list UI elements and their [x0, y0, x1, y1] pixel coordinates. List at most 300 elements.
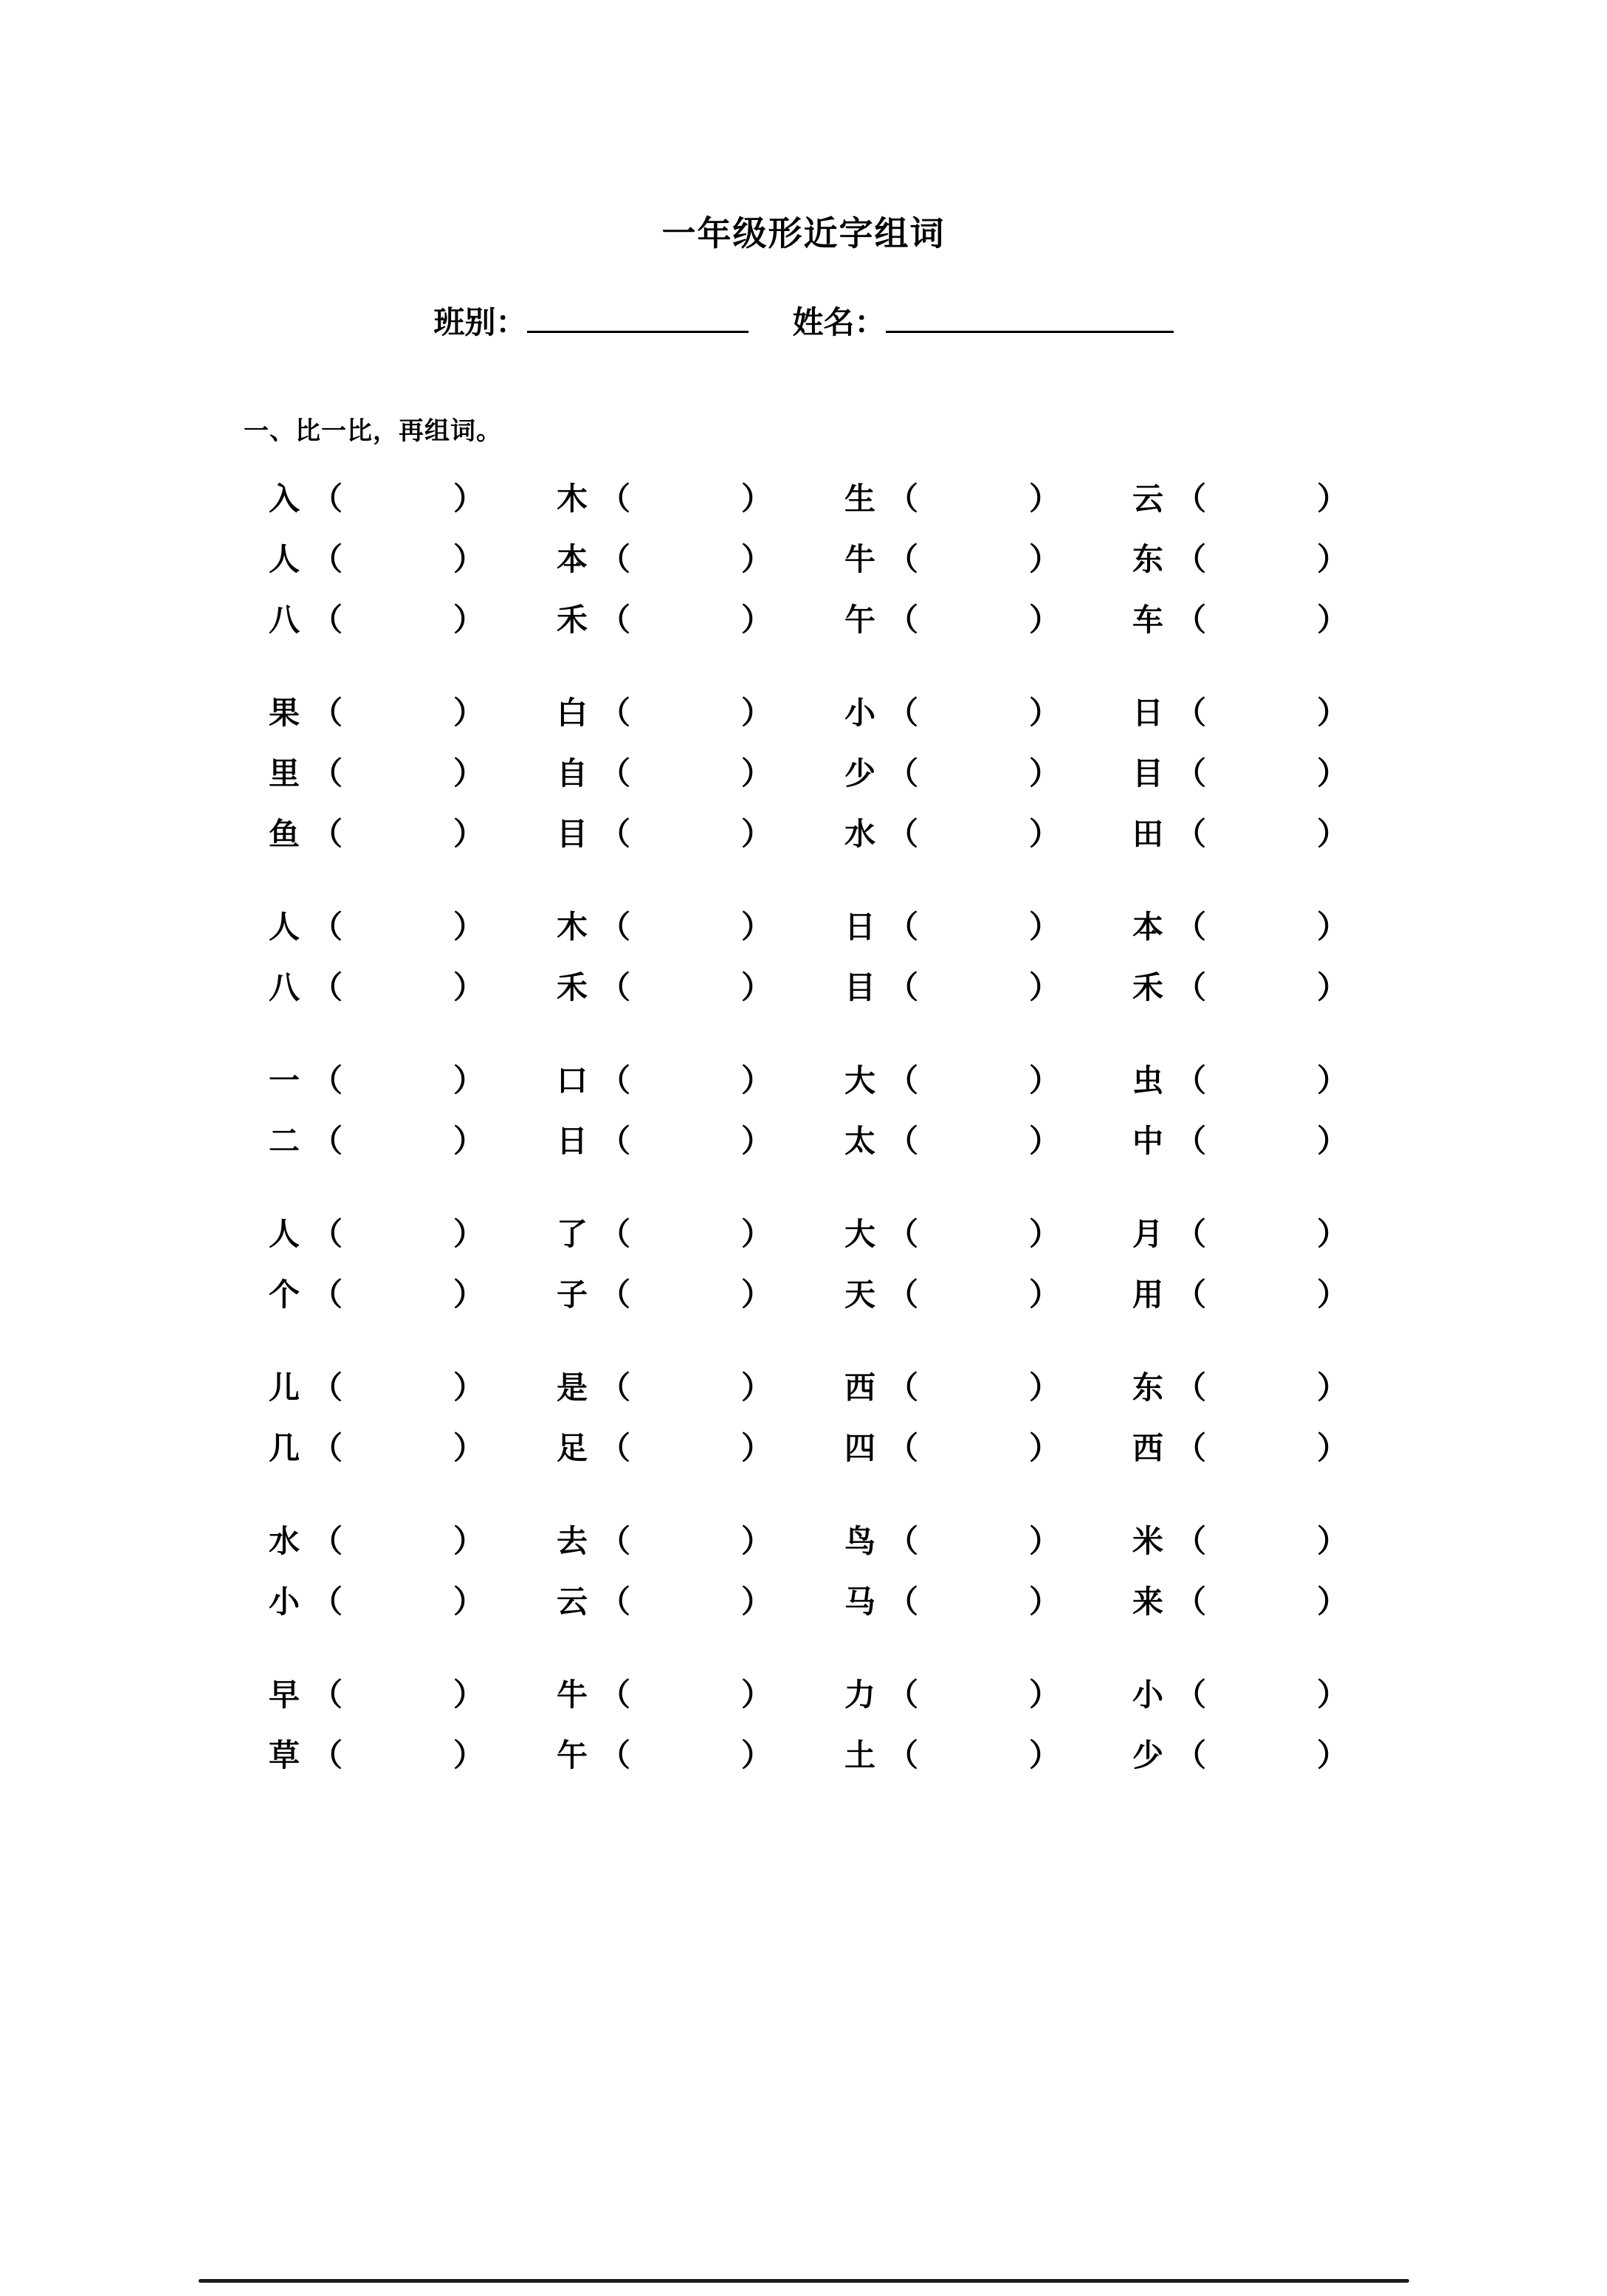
paren-close: ）	[1029, 1431, 1061, 1465]
prompt-character: 是	[556, 1370, 588, 1405]
paren-close: ）	[1317, 756, 1349, 791]
exercise-item	[266, 1731, 554, 1776]
prompt-character: 八	[268, 602, 300, 637]
paren-close: ）	[1317, 1124, 1349, 1158]
prompt-character: 日	[556, 1124, 588, 1158]
exercise-item	[1129, 535, 1417, 580]
paren-close: ）	[1317, 1217, 1349, 1251]
exercise-item	[554, 1517, 842, 1561]
prompt-character: 牛	[556, 1677, 588, 1712]
exercise-item	[554, 1117, 842, 1161]
exercise-item	[554, 475, 842, 519]
paren-open: （	[599, 1124, 631, 1158]
paren-open: （	[312, 1677, 343, 1712]
exercise-item	[554, 1364, 842, 1408]
paren-open: （	[312, 1217, 343, 1251]
exercise-item	[1129, 1056, 1417, 1101]
name-field	[793, 298, 1174, 343]
exercise-group	[44, 1210, 1563, 1315]
paren-open: （	[312, 1524, 343, 1558]
paren-close: ）	[1029, 970, 1061, 1005]
paren-open: （	[887, 1124, 919, 1158]
exercise-item	[554, 903, 842, 947]
paren-close: ）	[741, 1277, 773, 1312]
paren-close: ）	[741, 1370, 773, 1405]
paren-open: （	[312, 1370, 343, 1405]
exercise-item	[266, 475, 554, 519]
paren-close: ）	[741, 1217, 773, 1251]
paren-open: （	[312, 817, 343, 851]
paren-open: （	[599, 817, 631, 851]
exercise-item	[842, 810, 1129, 854]
exercise-item	[842, 1424, 1129, 1468]
paren-close: ）	[1029, 1063, 1061, 1098]
paren-close: ）	[1317, 1677, 1349, 1712]
prompt-character: 二	[268, 1124, 300, 1158]
page-title: 一年级形近字组词	[661, 214, 946, 252]
paren-open: （	[599, 481, 631, 516]
prompt-character: 个	[268, 1277, 300, 1312]
paren-close: ）	[453, 817, 485, 851]
exercise-item	[1129, 963, 1417, 1008]
paren-open: （	[1175, 1584, 1207, 1619]
paren-open: （	[599, 1063, 631, 1098]
paren-open: （	[312, 1063, 343, 1098]
prompt-character: 目	[1132, 756, 1163, 791]
section-heading: 一、比一比，再组词。	[244, 417, 502, 445]
prompt-character: 田	[1132, 817, 1163, 851]
prompt-character: 东	[1132, 542, 1163, 577]
paren-close: ）	[1029, 1584, 1061, 1619]
paren-open: （	[1175, 756, 1207, 791]
paren-close: ）	[1029, 481, 1061, 516]
exercise-item	[842, 1271, 1129, 1315]
prompt-character: 天	[844, 1277, 875, 1312]
prompt-character: 口	[556, 1063, 588, 1098]
exercise-item	[1129, 596, 1417, 640]
paren-open: （	[312, 542, 343, 577]
worksheet-sheet	[44, 0, 1563, 1792]
exercise-item	[842, 689, 1129, 733]
paren-open: （	[887, 1431, 919, 1465]
paren-close: ）	[741, 1124, 773, 1158]
paren-close: ）	[1317, 1431, 1349, 1465]
exercise-group	[44, 1056, 1563, 1161]
prompt-character: 大	[844, 1063, 875, 1098]
exercise-item	[1129, 810, 1417, 854]
name-label: 姓名：	[792, 305, 886, 340]
paren-open: （	[1175, 817, 1207, 851]
paren-open: （	[1175, 1370, 1207, 1405]
paren-open: （	[1175, 1124, 1207, 1158]
prompt-character: 本	[1132, 910, 1163, 944]
paren-close: ）	[1029, 602, 1061, 637]
paren-close: ）	[741, 970, 773, 1005]
paren-open: （	[1175, 910, 1207, 944]
prompt-character: 八	[268, 970, 300, 1005]
prompt-character: 鱼	[268, 817, 300, 851]
prompt-character: 水	[844, 817, 875, 851]
exercise-item	[554, 596, 842, 640]
exercise-item	[842, 596, 1129, 640]
paren-open: （	[887, 817, 919, 851]
exercise-item	[266, 689, 554, 733]
exercise-row	[266, 1117, 1563, 1161]
prompt-character: 人	[268, 1217, 300, 1251]
paren-open: （	[887, 910, 919, 944]
exercise-item	[1129, 1210, 1417, 1254]
paren-close: ）	[1029, 542, 1061, 577]
student-info-row	[44, 298, 1563, 343]
exercise-item	[554, 1056, 842, 1101]
exercise-item	[1129, 1517, 1417, 1561]
paren-close: ）	[1317, 1524, 1349, 1558]
paren-open: （	[1175, 481, 1207, 516]
paren-close: ）	[741, 1524, 773, 1558]
exercise-item	[266, 596, 554, 640]
paren-close: ）	[1317, 602, 1349, 637]
paren-open: （	[599, 1370, 631, 1405]
exercise-row	[266, 535, 1563, 580]
paren-open: （	[312, 970, 343, 1005]
exercise-item	[1129, 1671, 1417, 1715]
exercise-item	[842, 1671, 1129, 1715]
exercise-row	[266, 596, 1563, 640]
exercise-item	[1129, 1424, 1417, 1468]
paren-close: ）	[741, 1063, 773, 1098]
prompt-character: 草	[268, 1738, 300, 1773]
exercise-item	[266, 1578, 554, 1622]
exercise-item	[842, 749, 1129, 794]
prompt-character: 少	[1132, 1738, 1163, 1773]
exercise-item	[266, 1517, 554, 1561]
paren-open: （	[887, 970, 919, 1005]
paren-close: ）	[741, 756, 773, 791]
paren-open: （	[887, 1370, 919, 1405]
paren-close: ）	[1029, 1277, 1061, 1312]
exercise-item	[842, 1517, 1129, 1561]
paren-open: （	[887, 756, 919, 791]
exercise-row	[266, 1210, 1563, 1254]
exercise-item	[1129, 475, 1417, 519]
exercise-item	[266, 1271, 554, 1315]
paren-open: （	[1175, 1524, 1207, 1558]
prompt-character: 中	[1132, 1124, 1163, 1158]
paren-open: （	[599, 542, 631, 577]
paren-open: （	[599, 970, 631, 1005]
prompt-character: 一	[268, 1063, 300, 1098]
paren-close: ）	[453, 1524, 485, 1558]
prompt-character: 西	[844, 1370, 875, 1405]
prompt-character: 西	[1132, 1431, 1163, 1465]
exercise-group	[44, 689, 1563, 854]
exercise-item	[1129, 1271, 1417, 1315]
prompt-character: 里	[268, 756, 300, 791]
prompt-character: 果	[268, 695, 300, 730]
exercise-item	[554, 535, 842, 580]
prompt-character: 早	[268, 1677, 300, 1712]
paren-open: （	[599, 1277, 631, 1312]
prompt-character: 人	[268, 910, 300, 944]
prompt-character: 力	[844, 1677, 875, 1712]
prompt-character: 土	[844, 1738, 875, 1773]
exercise-item	[842, 1731, 1129, 1776]
paren-open: （	[312, 481, 343, 516]
paren-close: ）	[453, 1063, 485, 1098]
prompt-character: 太	[844, 1124, 875, 1158]
class-label: 班别：	[433, 305, 527, 340]
prompt-character: 日	[1132, 695, 1163, 730]
exercise-row	[266, 1517, 1563, 1561]
paren-open: （	[312, 1584, 343, 1619]
paren-close: ）	[741, 1584, 773, 1619]
prompt-character: 生	[844, 481, 875, 516]
exercise-item	[842, 535, 1129, 580]
paren-close: ）	[1317, 481, 1349, 516]
exercise-item	[1129, 1731, 1417, 1776]
exercise-row	[266, 1731, 1563, 1776]
paren-open: （	[312, 602, 343, 637]
paren-open: （	[887, 1217, 919, 1251]
paren-open: （	[887, 542, 919, 577]
paren-close: ）	[1317, 1584, 1349, 1619]
exercise-group	[44, 1364, 1563, 1468]
name-blank-line[interactable]	[886, 301, 1174, 333]
exercise-group	[44, 1517, 1563, 1622]
exercise-item	[842, 1364, 1129, 1408]
paren-close: ）	[741, 910, 773, 944]
prompt-character: 自	[556, 756, 588, 791]
paren-close: ）	[453, 1677, 485, 1712]
paren-open: （	[1175, 1431, 1207, 1465]
prompt-character: 子	[556, 1277, 588, 1312]
prompt-character: 目	[844, 970, 875, 1005]
prompt-character: 米	[1132, 1524, 1163, 1558]
exercise-item	[554, 1210, 842, 1254]
paren-open: （	[1175, 695, 1207, 730]
exercise-row	[266, 689, 1563, 733]
paren-close: ）	[453, 1277, 485, 1312]
paren-close: ）	[1317, 1063, 1349, 1098]
paren-close: ）	[1029, 1217, 1061, 1251]
prompt-character: 目	[556, 817, 588, 851]
exercise-item	[266, 1117, 554, 1161]
paren-open: （	[1175, 1738, 1207, 1773]
exercise-item	[554, 689, 842, 733]
paren-close: ）	[1317, 695, 1349, 730]
prompt-character: 木	[556, 910, 588, 944]
prompt-character: 四	[844, 1431, 875, 1465]
exercise-row	[266, 1578, 1563, 1622]
exercise-row	[266, 1271, 1563, 1315]
exercise-group	[44, 1671, 1563, 1776]
exercise-row	[266, 903, 1563, 947]
paren-open: （	[1175, 1063, 1207, 1098]
prompt-character: 水	[268, 1524, 300, 1558]
prompt-character: 本	[556, 542, 588, 577]
prompt-character: 牛	[844, 542, 875, 577]
exercise-item	[266, 903, 554, 947]
exercise-item	[1129, 1117, 1417, 1161]
exercise-row	[266, 475, 1563, 519]
prompt-character: 用	[1132, 1277, 1163, 1312]
paren-open: （	[312, 1738, 343, 1773]
paren-open: （	[1175, 542, 1207, 577]
class-field	[433, 298, 748, 343]
prompt-character: 人	[268, 542, 300, 577]
exercise-item	[266, 1210, 554, 1254]
prompt-character: 了	[556, 1217, 588, 1251]
prompt-character: 日	[844, 910, 875, 944]
exercise-item	[266, 1056, 554, 1101]
paren-open: （	[1175, 1277, 1207, 1312]
paren-close: ）	[1029, 910, 1061, 944]
exercise-item	[554, 810, 842, 854]
paren-close: ）	[453, 1217, 485, 1251]
paren-open: （	[312, 1277, 343, 1312]
paren-open: （	[599, 910, 631, 944]
paren-close: ）	[453, 756, 485, 791]
paren-close: ）	[741, 602, 773, 637]
paren-close: ）	[453, 542, 485, 577]
paren-open: （	[1175, 1217, 1207, 1251]
paren-open: （	[1175, 1677, 1207, 1712]
exercise-item	[1129, 1364, 1417, 1408]
exercise-item	[554, 1271, 842, 1315]
exercise-item	[266, 749, 554, 794]
paren-close: ）	[453, 1370, 485, 1405]
prompt-character: 马	[844, 1584, 875, 1619]
paren-open: （	[887, 1677, 919, 1712]
exercise-item	[266, 1364, 554, 1408]
paren-close: ）	[453, 970, 485, 1005]
prompt-character: 禾	[556, 602, 588, 637]
paren-open: （	[599, 695, 631, 730]
paren-close: ）	[1317, 970, 1349, 1005]
prompt-character: 白	[556, 695, 588, 730]
exercise-group	[44, 475, 1563, 640]
paren-close: ）	[1029, 1738, 1061, 1773]
exercise-item	[554, 1578, 842, 1622]
prompt-character: 小	[268, 1584, 300, 1619]
paren-close: ）	[741, 481, 773, 516]
paren-open: （	[1175, 602, 1207, 637]
exercise-item	[554, 749, 842, 794]
paren-open: （	[312, 1431, 343, 1465]
exercise-item	[266, 963, 554, 1008]
paren-open: （	[887, 1584, 919, 1619]
exercise-item	[266, 1671, 554, 1715]
exercise-item	[266, 535, 554, 580]
prompt-character: 来	[1132, 1584, 1163, 1619]
paren-close: ）	[453, 1584, 485, 1619]
paren-close: ）	[1317, 1277, 1349, 1312]
exercise-row	[266, 749, 1563, 794]
class-blank-line[interactable]	[527, 301, 749, 333]
prompt-character: 去	[556, 1524, 588, 1558]
paren-open: （	[599, 1584, 631, 1619]
exercise-item	[842, 475, 1129, 519]
exercise-item	[842, 963, 1129, 1008]
prompt-character: 月	[1132, 1217, 1163, 1251]
exercise-item	[266, 1424, 554, 1468]
paren-open: （	[887, 1277, 919, 1312]
paren-open: （	[599, 1217, 631, 1251]
prompt-character: 午	[556, 1738, 588, 1773]
exercise-group	[44, 903, 1563, 1008]
prompt-character: 儿	[268, 1370, 300, 1405]
paren-close: ）	[453, 1431, 485, 1465]
paren-close: ）	[1317, 1738, 1349, 1773]
paren-close: ）	[1029, 1524, 1061, 1558]
exercise-item	[266, 810, 554, 854]
paren-open: （	[599, 756, 631, 791]
prompt-character: 小	[844, 695, 875, 730]
paren-open: （	[312, 695, 343, 730]
exercise-item	[554, 1671, 842, 1715]
paren-close: ）	[1029, 1124, 1061, 1158]
prompt-character: 小	[1132, 1677, 1163, 1712]
prompt-character: 几	[268, 1431, 300, 1465]
exercise-item	[842, 1578, 1129, 1622]
exercise-item	[842, 1056, 1129, 1101]
prompt-character: 车	[1132, 602, 1163, 637]
paren-close: ）	[741, 1738, 773, 1773]
exercise-item	[842, 1210, 1129, 1254]
paren-close: ）	[453, 481, 485, 516]
paren-close: ）	[453, 602, 485, 637]
paren-close: ）	[741, 695, 773, 730]
paren-open: （	[599, 1431, 631, 1465]
exercise-row	[266, 1056, 1563, 1101]
exercise-row	[266, 1364, 1563, 1408]
paren-open: （	[887, 1738, 919, 1773]
exercise-row	[266, 1671, 1563, 1715]
paren-open: （	[312, 756, 343, 791]
footer-divider	[199, 2279, 1409, 2283]
paren-close: ）	[1317, 1370, 1349, 1405]
paren-close: ）	[1317, 542, 1349, 577]
exercise-item	[1129, 689, 1417, 733]
prompt-character: 午	[844, 602, 875, 637]
paren-close: ）	[453, 1124, 485, 1158]
prompt-character: 虫	[1132, 1063, 1163, 1098]
prompt-character: 大	[844, 1217, 875, 1251]
paren-open: （	[1175, 970, 1207, 1005]
paren-open: （	[599, 602, 631, 637]
exercise-item	[554, 1424, 842, 1468]
paren-open: （	[887, 1063, 919, 1098]
paren-open: （	[887, 481, 919, 516]
paren-close: ）	[1029, 1677, 1061, 1712]
exercise-item	[1129, 749, 1417, 794]
prompt-character: 禾	[1132, 970, 1163, 1005]
paren-close: ）	[741, 1677, 773, 1712]
paren-open: （	[887, 695, 919, 730]
prompt-character: 足	[556, 1431, 588, 1465]
paren-close: ）	[1029, 817, 1061, 851]
exercise-groups	[44, 475, 1563, 1776]
exercise-item	[1129, 903, 1417, 947]
prompt-character: 少	[844, 756, 875, 791]
paren-close: ）	[1317, 910, 1349, 944]
exercise-item	[842, 1117, 1129, 1161]
prompt-character: 鸟	[844, 1524, 875, 1558]
paren-open: （	[887, 1524, 919, 1558]
exercise-item	[1129, 1578, 1417, 1622]
paren-close: ）	[741, 542, 773, 577]
paren-open: （	[599, 1738, 631, 1773]
